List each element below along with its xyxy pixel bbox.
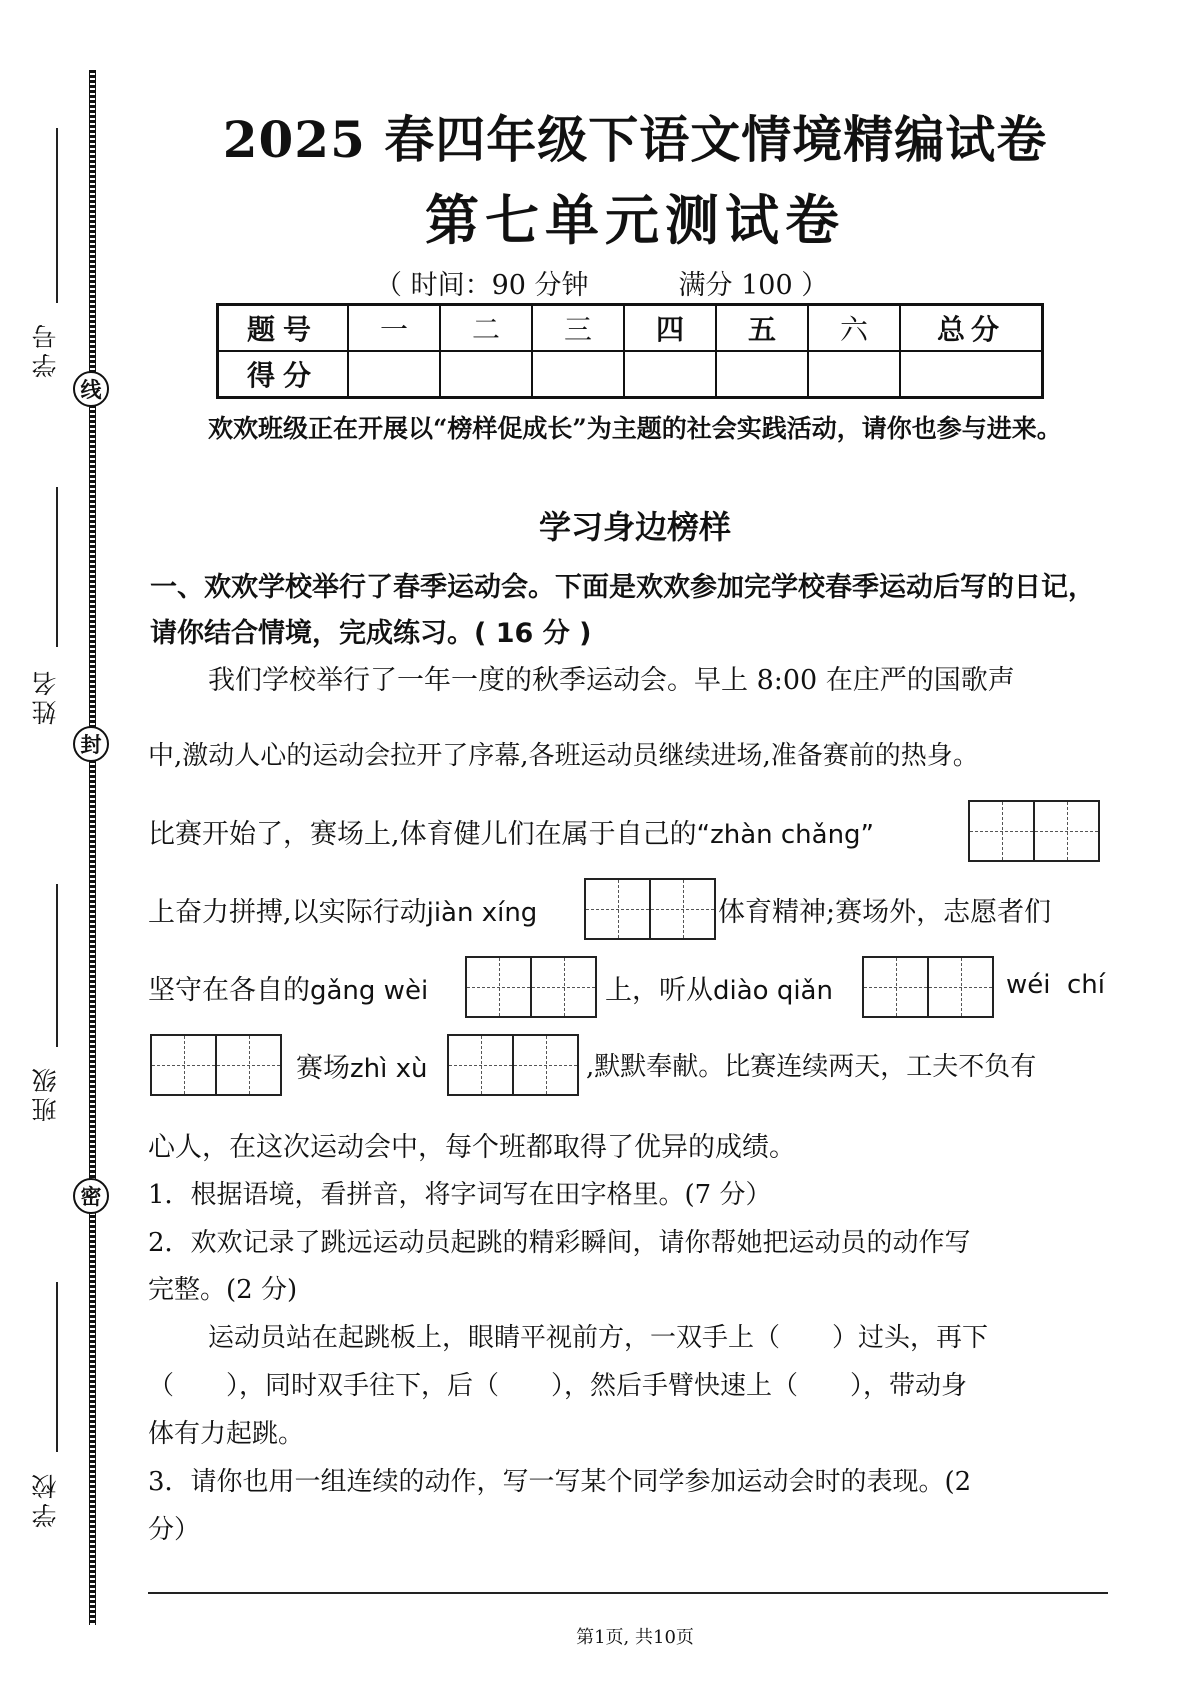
col-4: 四 (624, 305, 716, 352)
passage-text: ,默默奉献。比赛连续两天，工夫不负有 (586, 1052, 1037, 1082)
pinyin-diaoqian: diào qiǎn (713, 976, 833, 1006)
pinyin-zhixu: zhì xù (350, 1054, 428, 1084)
passage-line-7: 心人，在这次运动会中，每个班都取得了优异的成绩。 (148, 1132, 796, 1163)
jump-text-2: （ ），同时双手往下，后（ ），然后手臂快速上（ ），带动身 (148, 1371, 968, 1401)
score-cell[interactable] (716, 351, 808, 398)
binding-dotted-line (89, 70, 96, 1625)
subquestion-2: 2．欢欢记录了跳远运动员起跳的精彩瞬间，请你帮她把运动员的动作写 (148, 1228, 971, 1258)
score-cell[interactable] (624, 351, 716, 398)
passage-text: 体育精神;赛场外，志愿者们 (718, 897, 1052, 928)
passage-line-6 (296, 1046, 427, 1085)
exam-full-score: 满分 100 ） (678, 270, 829, 301)
tianzige-weichi[interactable] (150, 1034, 282, 1096)
col-2: 二 (440, 305, 532, 352)
seal-feng: 封 (73, 726, 109, 762)
intro-text: 欢欢班级正在开展以“榜样促成长”为主题的社会实践活动，请你也参与进来。 (208, 414, 1062, 443)
tianzige-zhixu[interactable] (447, 1034, 579, 1096)
passage-text: 坚守在各自的 (148, 975, 310, 1006)
tianzige-gangwei[interactable] (465, 956, 597, 1018)
passage-text: 上奋力拼搏,以实际行动 (148, 897, 427, 928)
passage-line-5 (148, 968, 428, 1007)
col-1: 一 (348, 305, 440, 352)
score-cell[interactable] (440, 351, 532, 398)
time-score-line (375, 263, 828, 302)
score-cell[interactable] (532, 351, 624, 398)
jump-text-1: 运动员站在起跳板上，眼睛平视前方，一双手上（ ）过头，再下 (208, 1323, 989, 1353)
pinyin-weichi: wéi chí (1006, 970, 1106, 1000)
pinyin-gangwei: gǎng wèi (310, 976, 429, 1006)
question-1-title: 一、欢欢学校举行了春季运动会。下面是欢欢参加完学校春季运动后写的日记，请你结合情境，完成练习。( 16 分 ) (150, 572, 1095, 649)
question-number-label: 题号 (218, 305, 349, 352)
col-total: 总分 (900, 305, 1043, 352)
blank-line-school (56, 1282, 58, 1452)
label-name: 姓名 (31, 667, 60, 725)
tianzige-zhanchang[interactable] (968, 800, 1100, 862)
passage-line-3 (148, 812, 874, 851)
passage-line-1: 我们学校举行了一年一度的秋季运动会。早上 8:00 在庄严的国歌声 (208, 665, 1015, 696)
exam-time: （ 时间：90 分钟 (375, 270, 589, 301)
passage-line-2: 中,激动人心的运动会拉开了序幕,各班运动员继续进场,准备赛前的热身。 (148, 741, 979, 771)
score-table-score-row (218, 351, 1043, 398)
section-title: 学习身边榜样 (538, 508, 731, 546)
label-school: 学校 (31, 1470, 60, 1528)
blank-line-class (56, 884, 58, 1047)
passage-text: 上，听从 (605, 975, 713, 1006)
score-table (216, 303, 1044, 399)
passage-line-4 (148, 890, 537, 929)
passage-line-5b (605, 968, 833, 1007)
jump-text-3: 体有力起跳。 (148, 1419, 305, 1449)
page-footer: 第1页, 共10页 (576, 1627, 694, 1648)
passage-text: 赛场 (296, 1053, 350, 1084)
subquestion-2-cont: 完整。(2 分) (148, 1275, 298, 1305)
tianzige-jianxing[interactable] (584, 878, 716, 940)
seal-mi: 密 (73, 1178, 109, 1214)
exam-subtitle: 第七单元测试卷 (425, 188, 845, 252)
answer-line[interactable] (148, 1592, 1108, 1594)
pinyin-jianxing: jiàn xíng (426, 898, 538, 928)
tianzige-diaoqian[interactable] (862, 956, 994, 1018)
subquestion-3-cont: 分） (148, 1515, 201, 1545)
score-cell[interactable] (808, 351, 900, 398)
exam-title: 2025 春四年级下语文情境精编试卷 (222, 110, 1048, 169)
pinyin-zhanchang: “zhàn chǎng” (696, 820, 875, 850)
col-3: 三 (532, 305, 624, 352)
subquestion-3: 3．请你也用一组连续的动作，写一写某个同学参加运动会时的表现。(2 (148, 1467, 972, 1497)
score-cell[interactable] (900, 351, 1043, 398)
seal-xian: 线 (73, 371, 109, 407)
col-5: 五 (716, 305, 808, 352)
score-label: 得分 (218, 351, 349, 398)
passage-text: 比赛开始了，赛场上,体育健儿们在属于自己的 (148, 819, 697, 850)
score-table-header-row (218, 305, 1043, 352)
subquestion-1: 1．根据语境，看拼音，将字词写在田字格里。(7 分） (148, 1180, 772, 1210)
col-6: 六 (808, 305, 900, 352)
label-class: 班级 (31, 1064, 60, 1122)
score-cell[interactable] (348, 351, 440, 398)
label-student-id: 学号 (31, 320, 60, 378)
